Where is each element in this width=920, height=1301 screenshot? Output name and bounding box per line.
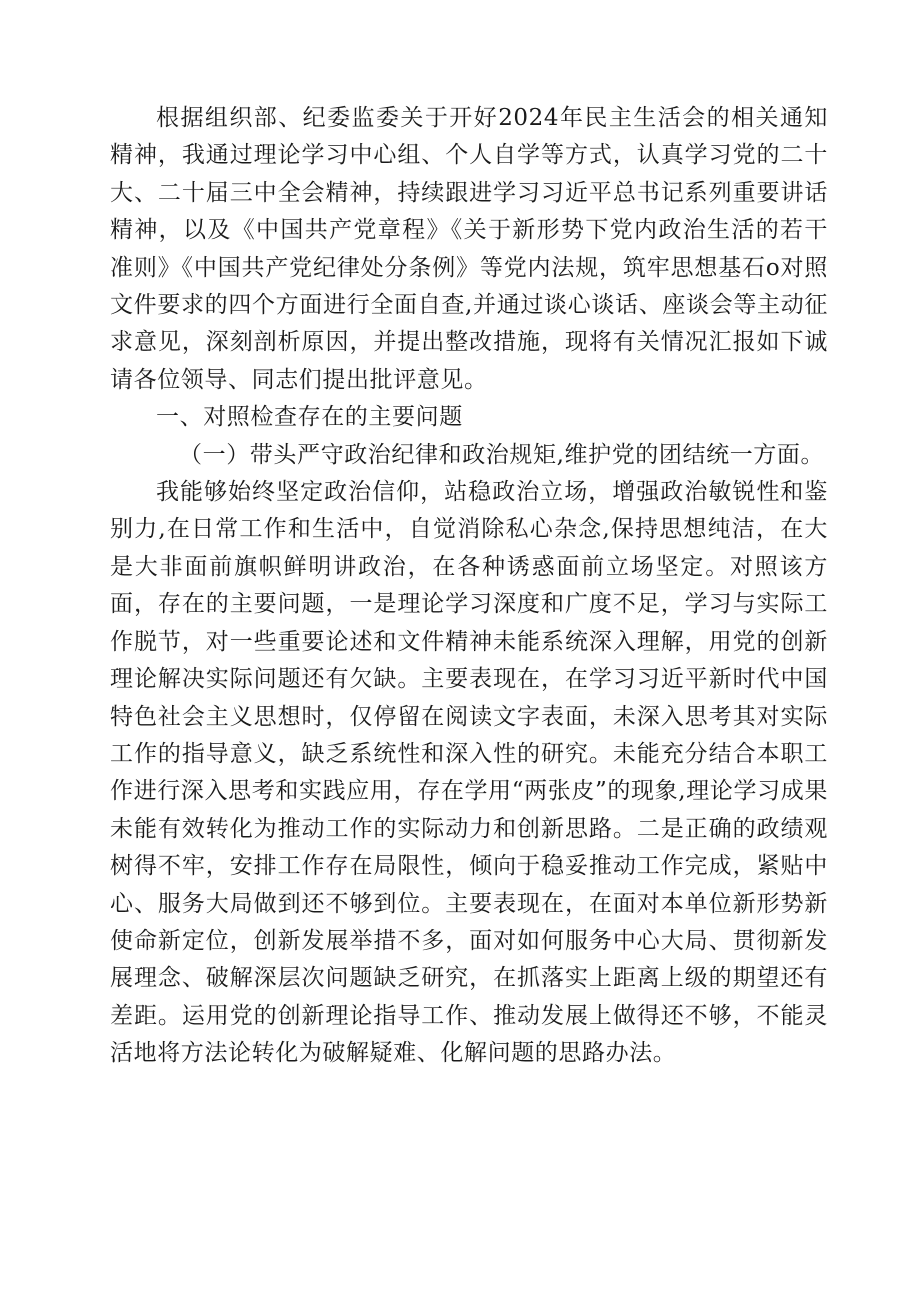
intro-paragraph: 根据组织部、纪委监委关于开好2024年民主生活会的相关通知精神，我通过理论学习中心组、个人自学等方式，认真学习党的二十大、二十届三中全会精神，持续跟进学习习近平总书记系列重要讲话精神，以及《中国共产党章程》《关于新形势下党内政治生活的若干准则》《中国共产党纪律处分条例》等党内法规，筑牢思想基石o对照文件要求的四个方面进行全面自查,并通过谈心谈话、座谈会等主动征求意见，深刻剖析原因，并提出整改措施，现将有关情况汇报如下诚请各位领导、同志们提出批评意见。 xyxy=(110,105,828,393)
section-heading: 一、对照检查存在的主要问题 xyxy=(156,404,463,431)
document-body xyxy=(110,100,828,1073)
sub-heading: （一）带头严守政治纪律和政治规矩,维护党的团结统一方面。 xyxy=(179,441,825,468)
body-paragraph: 我能够始终坚定政治信仰，站稳政治立场，增强政治敏锐性和鉴别力,在日常工作和生活中，自觉消除私心杂念,保持思想纯洁，在大是大非面前旗帜鲜明讲政治，在各种诱惑面前立场坚定。对照该方面，存在的主要问题，一是理论学习深度和广度不足，学习与实际工作脱节，对一些重要论述和文件精神未能系统深入理解，用党的创新理论解决实际问题还有欠缺。主要表现在，在学习习近平新时代中国特色社会主义思想时，仅停留在阅读文字表面，未深入思考其对实际工作的指导意义，缺乏系统性和深入性的研究。未能充分结合本职工作进行深入思考和实践应用，存在学用“两张皮”的现象,理论学习成果未能有效转化为推动工作的实际动力和创新思路。二是正确的政绩观树得不牢，安排工作存在局限性，倾向于稳妥推动工作完成，紧贴中心、服务大局做到还不够到位。主要表现在，在面对本单位新形势新使命新定位，创新发展举措不多，面对如何服务中心大局、贯彻新发展理念、破解深层次问题缺乏研究，在抓落实上距离上级的期望还有差距。运用党的创新理论指导工作、推动发展上做得还不够，不能灵活地将方法论转化为破解疑难、化解问题的思路办法。 xyxy=(110,479,828,1067)
